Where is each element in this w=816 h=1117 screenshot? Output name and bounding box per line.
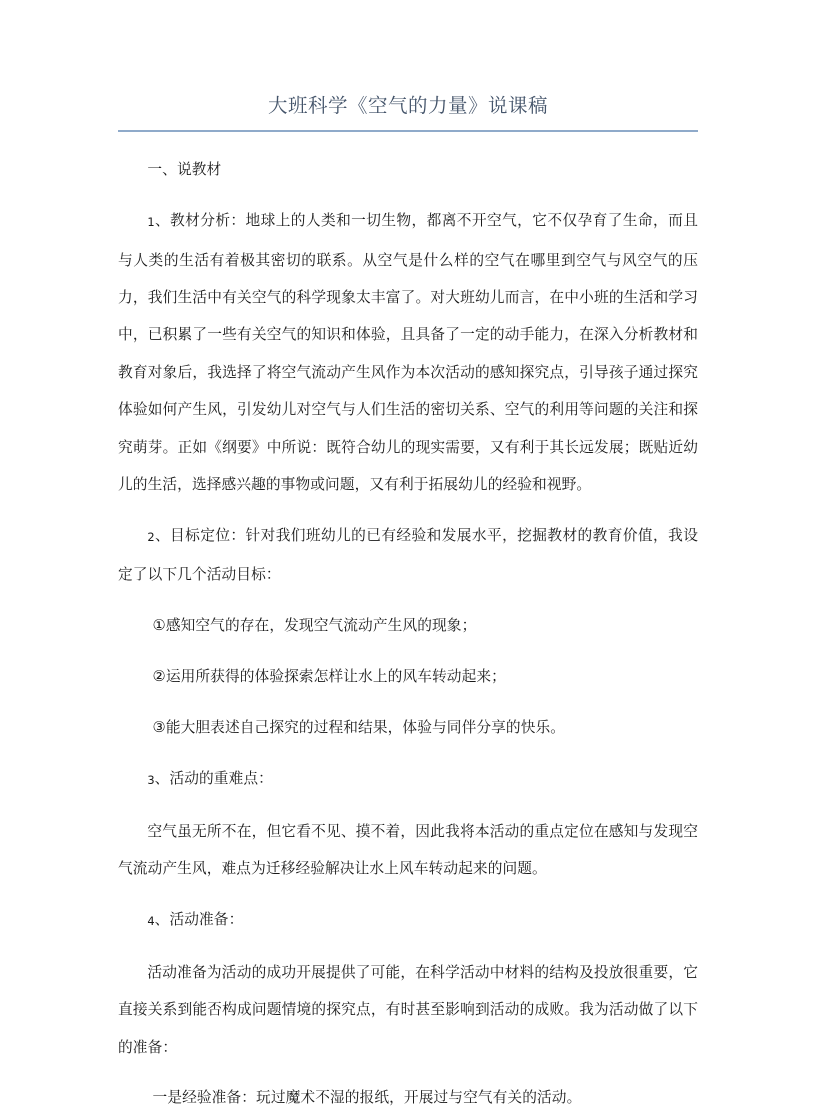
- goal-item-2: [118, 658, 698, 695]
- goal-item-text-3: 能大胆表述自己探究的过程和结果，体验与同伴分享的快乐。: [165, 718, 566, 736]
- circled-marker-3: ③: [152, 718, 166, 736]
- goal-item-3: [118, 709, 698, 746]
- paragraph-text-2: 目标定位：针对我们班幼儿的已有经验和发展水平，挖掘教材的教育价值，我设定了以下几个活动目标：: [118, 526, 698, 584]
- document-body: [118, 151, 698, 1117]
- list-separator-4: 、: [154, 910, 170, 928]
- paragraph-key-difficulty-body: 空气虽无所不在，但它看不见、摸不着，因此我将本活动的重点定位在感知与发现空气流动产生风，难点为迁移经验解决让水上风车转动起来的问题。: [118, 822, 698, 878]
- circled-marker-1: ①: [152, 617, 166, 635]
- list-separator-3: 、: [154, 769, 170, 787]
- list-number-4: 4: [147, 913, 155, 928]
- paragraph-text-3: 活动的重难点：: [169, 769, 273, 787]
- paragraph-teaching-material-analysis: [118, 202, 698, 503]
- goal-item-text-2: 运用所获得的体验探索怎样让水上的风车转动起来；: [165, 668, 506, 685]
- list-number-1: 1: [147, 215, 155, 230]
- list-separator-1: 、: [154, 212, 171, 230]
- preparation-item-1: 一是经验准备：玩过魔术不湿的报纸，开展过与空气有关的活动。: [152, 1089, 582, 1107]
- paragraph-text-1: 教材分析：地球上的人类和一切生物，都离不开空气，它不仅孕育了生命，而且与人类的生活有着极其密切的联系。从空气是什么样的空气在哪里到空气与风空气的压力，我们生活中有关空气的科学现象太丰富了。对大班幼儿而言，在中小班的生活和学习中，已积累了一些有关空气的知识和体验，且具备了一定的动手能力，在深入分析教材和教育对象后，我选择了将空气流动产生风作为本次活动的感知探究点，引导孩子通过探究体验如何产生风，引发幼儿对空气与人们生活的密切关系、空气的利用等问题的关注和探究萌芽。正如《纲要》中所说：既符合幼儿的现实需要，又有利于其长远发展；既贴近幼儿的生活，选择感兴趣的事物或问题，又有利于拓展幼儿的经验和视野。: [118, 212, 698, 493]
- list-number-2: 2: [147, 529, 155, 544]
- list-separator-2: 、: [154, 526, 171, 544]
- goal-item-text-1: 感知空气的存在，发现空气流动产生风的现象；: [165, 617, 477, 635]
- document-content: [118, 0, 698, 1117]
- paragraph-key-difficulty-heading: [118, 760, 698, 799]
- paragraph-text-4: 活动准备：: [169, 910, 244, 928]
- paragraph-preparation-heading: [118, 901, 698, 940]
- paragraph-goal-positioning: [118, 517, 698, 594]
- paragraph-preparation-body: 活动准备为活动的成功开展提供了可能，在科学活动中材料的结构及投放很重要，它直接关系到能否构成问题情境的探究点，有时甚至影响到活动的成败。我为活动做了以下的准备：: [118, 963, 698, 1056]
- circled-marker-2: ②: [152, 668, 166, 685]
- list-number-3: 3: [147, 772, 155, 787]
- page-title: 大班科学《空气的力量》说课稿: [267, 94, 548, 117]
- title-divider: [118, 130, 698, 132]
- section-heading-1: 一、说教材: [147, 161, 222, 179]
- goal-item-1: [118, 607, 698, 644]
